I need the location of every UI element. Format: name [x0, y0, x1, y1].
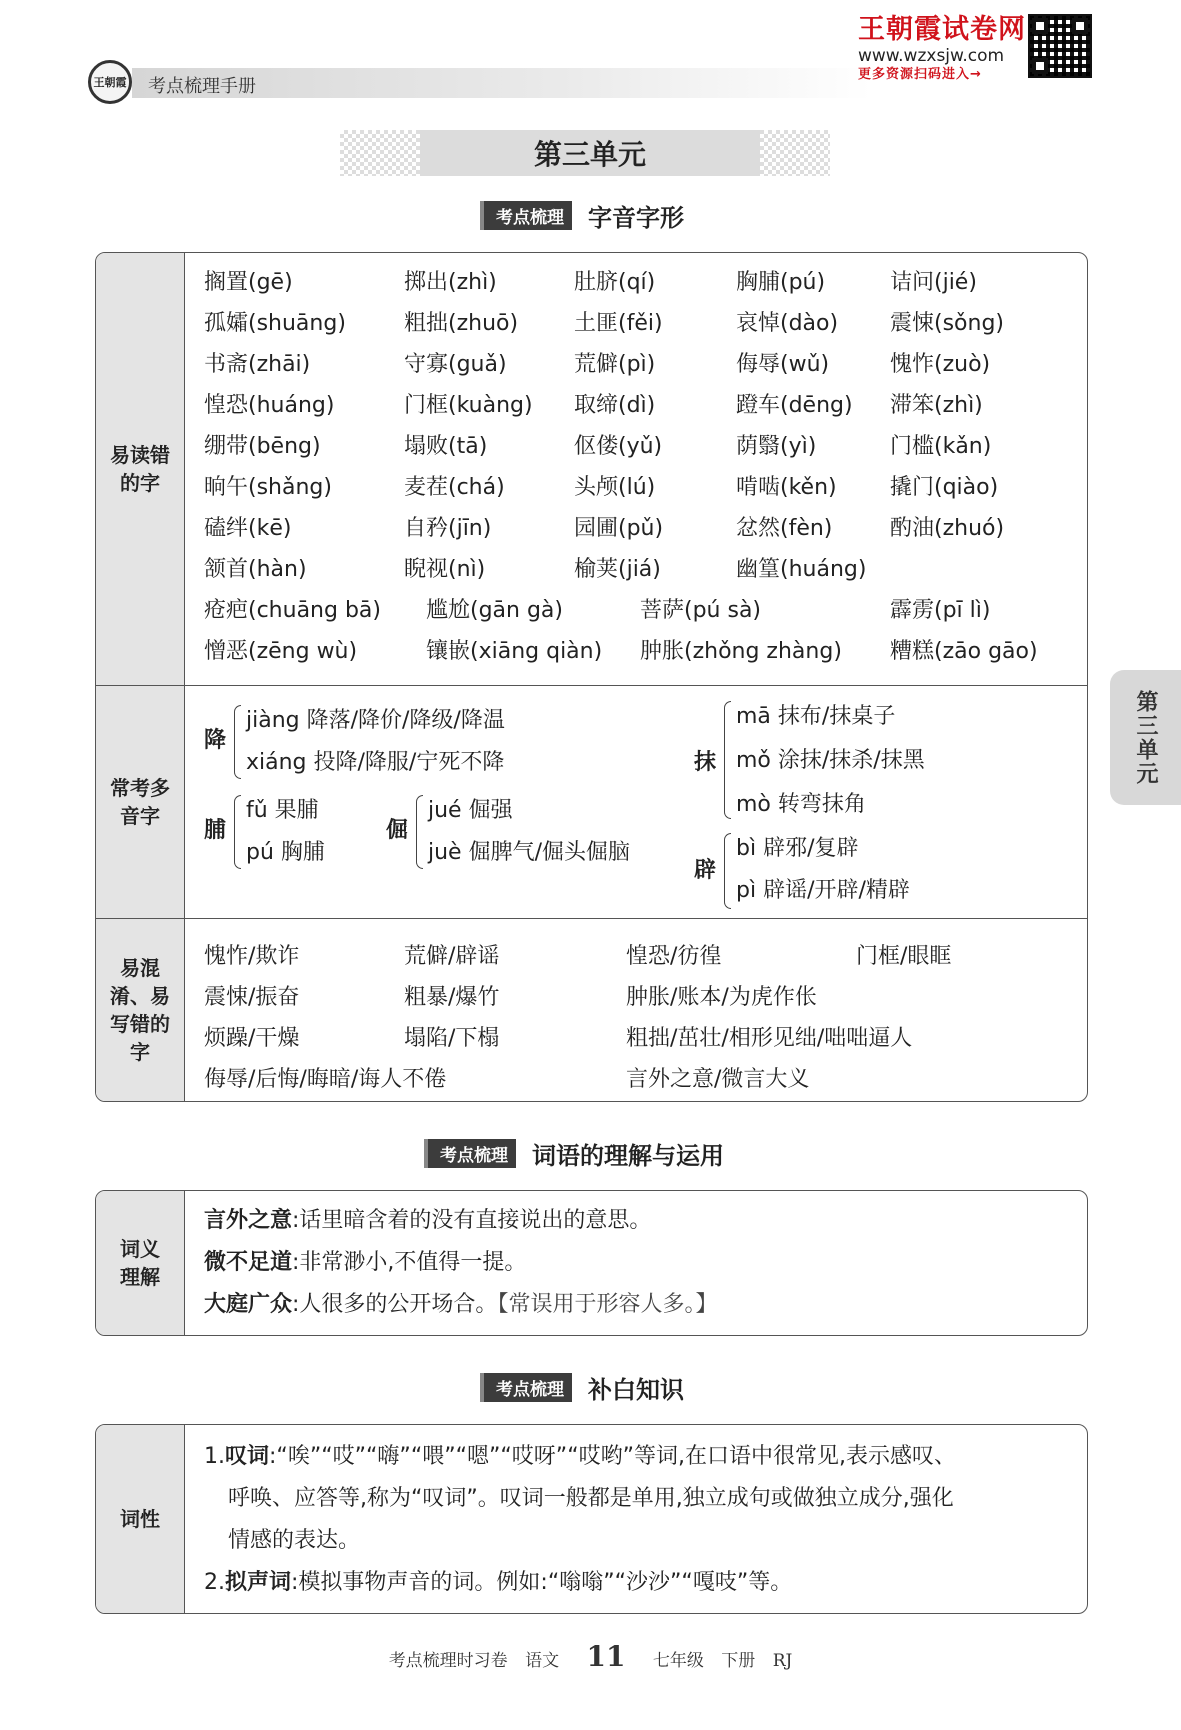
ci-xing-table: [95, 1424, 1088, 1614]
read-item: 憎恶(zēng wù): [204, 639, 358, 664]
read-item: 忿然(fèn): [736, 516, 833, 541]
qr-corner: [1032, 58, 1048, 74]
publisher-logo-icon: [88, 60, 132, 104]
read-item: 滞笨(zhì): [890, 393, 983, 418]
read-item: 书斋(zhāi): [204, 352, 311, 377]
header-title: 考点梳理手册: [148, 76, 256, 97]
mix-item: 震悚/振奋: [204, 985, 300, 1010]
row-divider: [96, 918, 1087, 919]
brace: [234, 705, 241, 779]
section-title: 字音字形: [588, 204, 684, 232]
read-item: 惶恐(huáng): [204, 393, 335, 418]
label-duo-yin-zi: 常考多音字: [96, 686, 185, 918]
read-item: 荫翳(yì): [736, 434, 817, 459]
poly-mo-1: mā 抹布/抹桌子: [736, 704, 896, 729]
read-item: 伛偻(yǔ): [574, 434, 663, 459]
read-item: 肿胀(zhǒng zhàng): [640, 639, 842, 664]
zi-yin-table: [95, 252, 1088, 1102]
definition-2: 微不足道:非常渺小,不值得一提。: [204, 1250, 527, 1275]
poly-pi-1: bì 辟邪/复辟: [736, 836, 859, 861]
section-header-bu-bai: [480, 1370, 684, 1405]
poly-fu-2: pú 胸脯: [246, 840, 325, 865]
read-item: 啃啮(kěn): [736, 475, 837, 500]
logo-text: 王朝霞: [93, 76, 127, 89]
poly-char-fu: 脯: [204, 818, 227, 843]
read-item: 取缔(dì): [574, 393, 656, 418]
footer-term: 下册: [721, 1651, 756, 1671]
brand-name: 王朝霞试卷网: [858, 14, 1026, 45]
read-item: 粗拙(zhuō): [404, 311, 519, 336]
footer-edition: RJ: [772, 1651, 793, 1671]
note-1-line-3: 情感的表达。: [228, 1528, 361, 1553]
read-item: 颔首(hàn): [204, 557, 307, 582]
mix-item: 肿胀/账本/为虎作伥: [626, 985, 817, 1010]
read-item: 疮疤(chuāng bā): [204, 598, 381, 623]
mix-item: 侮辱/后悔/晦暗/诲人不倦: [204, 1067, 447, 1092]
read-item: 绷带(bēng): [204, 434, 321, 459]
footer-grade: 七年级: [652, 1651, 704, 1671]
footer-series: 考点梳理时习卷: [388, 1651, 508, 1671]
read-item: 霹雳(pī lì): [890, 598, 991, 623]
poly-mo-3: mò 转弯抹角: [736, 792, 866, 817]
read-item: 搁置(gē): [204, 270, 293, 295]
mix-item: 惶恐/彷徨: [626, 944, 722, 969]
read-item: 侮辱(wǔ): [736, 352, 830, 377]
label-ci-yi: 词义理解: [96, 1191, 185, 1335]
read-item: 胸脯(pú): [736, 270, 826, 295]
mix-item: 愧怍/欺诈: [204, 944, 300, 969]
poly-fu-1: fǔ 果脯: [246, 798, 319, 823]
read-item: 门槛(kǎn): [890, 434, 992, 459]
read-item: 诘问(jié): [890, 270, 977, 295]
read-item: 掷出(zhì): [404, 270, 497, 295]
read-item: 晌午(shǎng): [204, 475, 332, 500]
read-item: 愧怍(zuò): [890, 352, 991, 377]
read-item: 门框(kuàng): [404, 393, 533, 418]
side-tab-unit: 第三单元: [1110, 670, 1181, 805]
label-yi-du-cuo: 易读错的字: [96, 253, 185, 685]
read-item: 头颅(lú): [574, 475, 656, 500]
label-yi-hun-xiao: 易混淆、易写错的字: [96, 919, 185, 1101]
brand-block[interactable]: [858, 14, 1028, 84]
poly-jue-1: jué 倔强: [428, 798, 513, 823]
read-item: 麦茬(chá): [404, 475, 505, 500]
poly-jiang-1: jiàng 降落/降价/降级/降温: [246, 708, 505, 733]
poly-char-pi: 辟: [694, 858, 717, 883]
footer: [0, 1640, 1181, 1673]
qr-corner: [1072, 18, 1088, 34]
mix-item: 粗暴/爆竹: [404, 985, 500, 1010]
read-item: 糟糕(zāo gāo): [890, 639, 1038, 664]
read-item: 榆荚(jiá): [574, 557, 661, 582]
mix-item: 门框/眼眶: [856, 944, 952, 969]
read-item: 守寡(guǎ): [404, 352, 507, 377]
note-1-line-2: 呼唤、应答等,称为“叹词”。叹词一般都是单用,独立成句或做独立成分,强化: [228, 1486, 954, 1511]
read-item: 酌油(zhuó): [890, 516, 1005, 541]
mix-item: 塌陷/下榻: [404, 1026, 500, 1051]
mix-item: 言外之意/微言大义: [626, 1067, 810, 1092]
ci-yi-table: [95, 1190, 1088, 1336]
note-2: 2.拟声词:模拟事物声音的词。例如:“嗡嗡”“沙沙”“嘎吱”等。: [204, 1570, 793, 1595]
section-header-zi-yin: [480, 198, 684, 233]
read-item: 荒僻(pì): [574, 352, 656, 377]
mix-item: 荒僻/辟谣: [404, 944, 500, 969]
brace: [724, 701, 731, 819]
qr-code-icon[interactable]: [1028, 14, 1092, 78]
read-item: 哀悼(dào): [736, 311, 839, 336]
brand-tagline: 更多资源扫码进入→: [858, 67, 982, 82]
mix-item: 烦躁/干燥: [204, 1026, 300, 1051]
read-item: 震悚(sǒng): [890, 311, 1004, 336]
read-item: 睨视(nì): [404, 557, 486, 582]
definition-3: 大庭广众:人很多的公开场合。【常误用于形容人多。】: [204, 1292, 718, 1317]
footer-subject: 语文: [525, 1651, 560, 1671]
read-item: 撬门(qiào): [890, 475, 999, 500]
definition-1: 言外之意:话里暗含着的没有直接说出的意思。: [204, 1208, 652, 1233]
brace: [724, 833, 731, 909]
brace: [234, 795, 241, 869]
read-item: 蹬车(dēng): [736, 393, 853, 418]
brace: [416, 795, 423, 869]
poly-char-jiang: 降: [204, 728, 227, 753]
read-item: 土匪(fěi): [574, 311, 663, 336]
row-divider: [96, 685, 1087, 686]
read-item: 孤孀(shuāng): [204, 311, 346, 336]
read-item: 园圃(pǔ): [574, 516, 664, 541]
read-item: 菩萨(pú sà): [640, 598, 762, 623]
poly-char-jue: 倔: [386, 818, 409, 843]
unit-title: 第三单元: [420, 130, 760, 176]
read-item: 尴尬(gān gà): [426, 598, 563, 623]
section-tag: 考点梳理: [480, 1373, 572, 1402]
note-1-line-1: 1.叹词:“唉”“哎”“嗨”“喂”“嗯”“哎呀”“哎哟”等词,在口语中很常见,表示感叹、: [204, 1444, 956, 1469]
section-header-ci-yu: [424, 1136, 724, 1171]
section-tag: 考点梳理: [424, 1139, 516, 1168]
section-title: 补白知识: [588, 1376, 684, 1404]
page-number: 11: [586, 1640, 626, 1673]
poly-mo-2: mǒ 涂抹/抹杀/抹黑: [736, 748, 925, 773]
qr-corner: [1032, 18, 1048, 34]
label-ci-xing: 词性: [96, 1425, 185, 1613]
brand-url[interactable]: www.wzxsjw.com: [858, 46, 1005, 66]
read-item: 塌败(tā): [404, 434, 488, 459]
poly-jue-2: juè 倔脾气/倔头倔脑: [428, 840, 630, 865]
read-item: 磕绊(kē): [204, 516, 292, 541]
read-item: 自矜(jīn): [404, 516, 492, 541]
poly-char-mo: 抹: [694, 750, 717, 775]
read-item: 肚脐(qí): [574, 270, 656, 295]
mix-item: 粗拙/茁壮/相形见绌/咄咄逼人: [626, 1026, 913, 1051]
read-item: 幽篁(huáng): [736, 557, 867, 582]
section-title: 词语的理解与运用: [532, 1142, 724, 1170]
section-tag: 考点梳理: [480, 201, 572, 230]
read-item: 镶嵌(xiāng qiàn): [426, 639, 603, 664]
poly-pi-2: pì 辟谣/开辟/精辟: [736, 878, 910, 903]
poly-jiang-2: xiáng 投降/降服/宁死不降: [246, 750, 505, 775]
